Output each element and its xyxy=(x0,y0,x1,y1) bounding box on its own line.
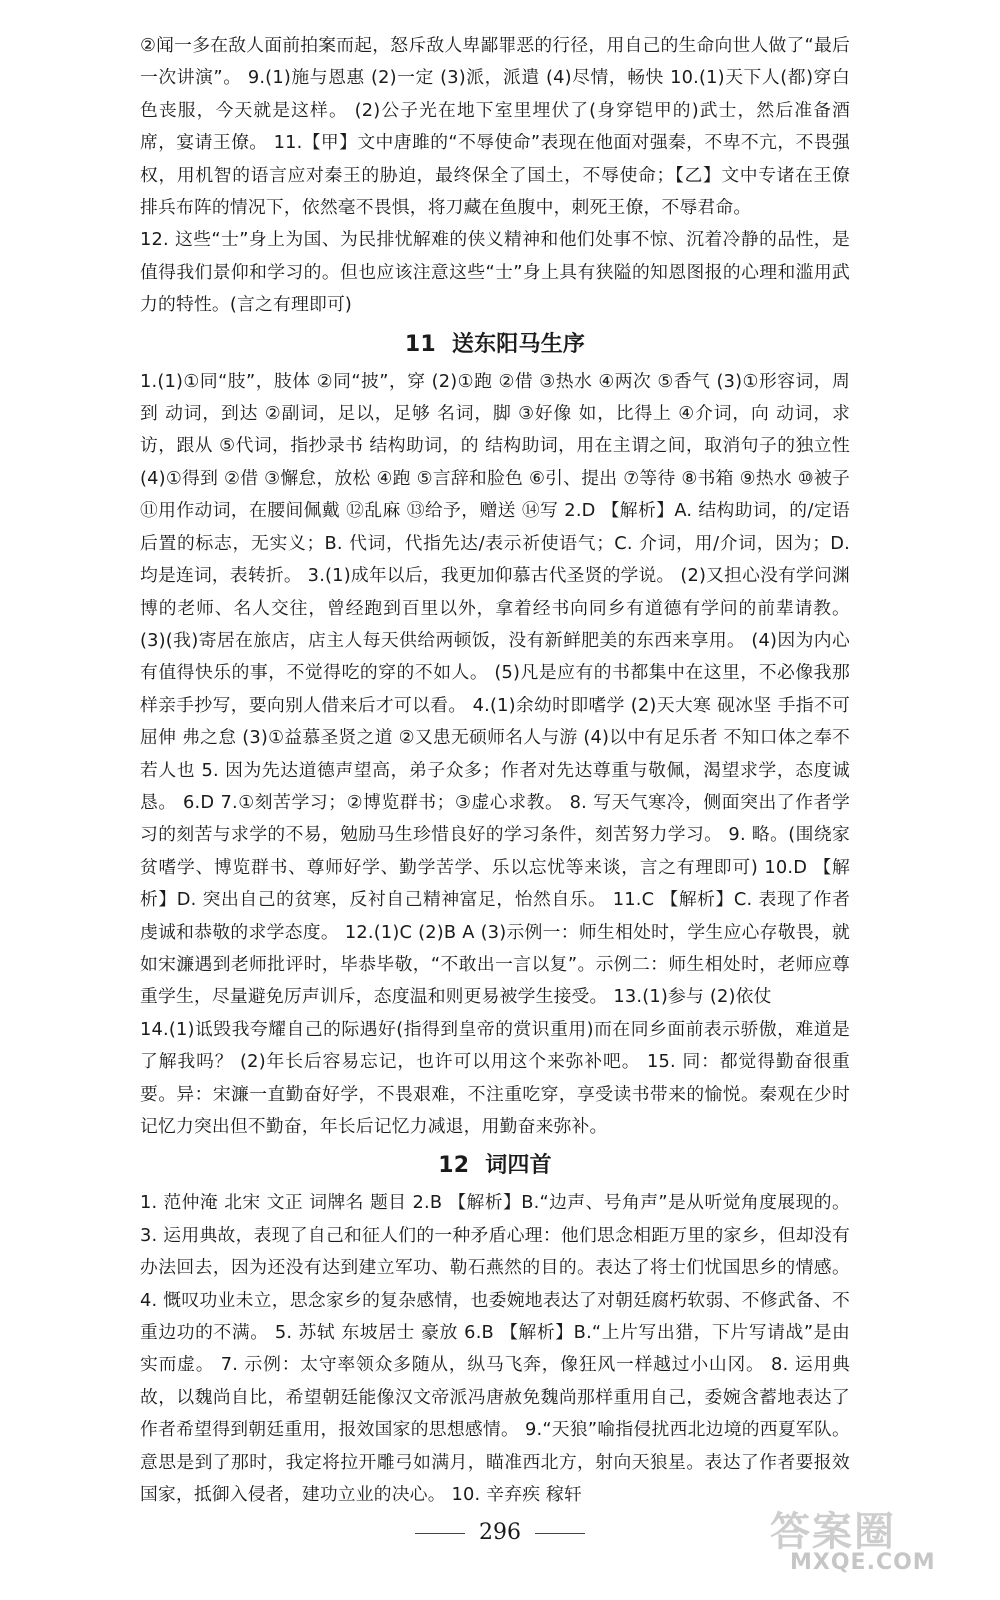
answer-paragraph: 1.(1)①同“肢”，肢体 ②同“披”，穿 (2)①跑 ②借 ③热水 ④两次 ⑤香气 (3)①形容词，周到 动词，到达 ②副词，足以，足够 名词，脚 ③好像 如，比得上 ④介词，向 动词，求访，跟从 ⑤代词，指抄录书 结构助词，的 结构助词，用在主谓之间，取消句子的独立性 (4)①得到 ②借 ③懈怠，放松 ④跑 ⑤言辞和脸色 ⑥引、提出 ⑦等待 ⑧书箱 ⑨热水 ⑩被子 ⑪用作动词，在腰间佩戴 ⑫乱麻 ⑬给予，赠送 ⑭写 2.D 【解析】A. 结构助词，的/定语后置的标志，无实义；B. 代词，代指先达/表示祈使语气；C. 介词，用/介词，因为；D. 均是连词，表转折。 3.(1)成年以后，我更加仰慕古代圣贤的学说。 (2)又担心没有学问渊博的老师、名人交往，曾经跑到百里以外，拿着经书向同乡有道德有学问的前辈请教。 (3)(我)寄居在旅店，店主人每天供给两顿饭，没有新鲜肥美的东西来享用。 (4)因为内心有值得快乐的事，不觉得吃的穿的不如人。 (5)凡是应有的书都集中在这里，不必像我那样亲手抄写，要向别人借来后才可以看。 4.(1)余幼时即嗜学 (2)天大寒 砚冰坚 手指不可屈伸 弗之怠 (3)①益慕圣贤之道 ②又患无硕师名人与游 (4)以中有足乐者 不知口体之奉不若人也 5. 因为先达道德声望高，弟子众多；作者对先达尊重与敬佩，渴望求学，态度诚恳。 6.D 7.①刻苦学习；②博览群书；③虚心求教。 8. 写天气寒冷，侧面突出了作者学习的刻苦与求学的不易，勉励马生珍惜良好的学习条件，刻苦努力学习。 9. 略。(围绕家贫嗜学、博览群书、尊师好学、勤学苦学、乐以忘忧等来谈，言之有理即可) 10.D 【解析】D. 突出自己的贫寒，反衬自己精神富足，怡然自乐。 11.C 【解析】C. 表现了作者虔诚和恭敬的求学态度。 12.(1)C (2)B A (3)示例一：师生相处时，学生应心存敬畏，就如宋濂遇到老师批评时，毕恭毕敬，“不敢出一言以复”。示例二：师生相处时，老师应尊重学生，尽量避免厉声训斥，态度温和则更易被学生接受。 13.(1)参与 (2)依仗 xyxy=(140,370,850,1008)
footer-rule-right xyxy=(535,1533,585,1534)
page-number: 296 xyxy=(479,1520,521,1545)
answer-paragraph: ②闻一多在敌人面前拍案而起，怒斥敌人卑鄙罪恶的行径，用自己的生命向世人做了“最后一次讲演”。 9.(1)施与恩惠 (2)一定 (3)派，派遣 (4)尽情，畅快 10.(1)天下人(都)穿白色丧服，今天就是这样。 (2)公子光在地下室里埋伏了(身穿铠甲的)武士，然后准备酒席，宴请王僚。 11.【甲】文中唐雎的“不辱使命”表现在他面对强秦，不卑不亢，不畏强权，用机智的语言应对秦王的胁迫，最终保全了国土，不辱使命；【乙】文中专诸在王僚排兵布阵的情况下，依然毫不畏惧，将刀藏在鱼腹中，刺死王僚，不辱君命。 xyxy=(140,35,850,219)
watermark-cn: 答案圈 xyxy=(770,1509,896,1555)
answer-paragraph: 14.(1)诋毁我夸耀自己的际遇好(指得到皇帝的赏识重用)而在同乡面前表示骄傲，难道是了解我吗？ (2)年长后容易忘记，也许可以用这个来弥补吧。 15. 同：都觉得勤奋很重要。异：宋濂一直勤奋好学，不畏艰难，不注重吃穿，享受读书带来的愉悦。秦观在少时记忆力突出但不勤奋，年长后记忆力减退，用勤奋来弥补。 xyxy=(140,1018,850,1137)
section-heading xyxy=(140,328,850,362)
footer-rule-left xyxy=(415,1533,465,1534)
answer-paragraph: 12. 这些“士”身上为国、为民排忧解难的侠义精神和他们处事不惊、沉着冷静的品性，是值得我们景仰和学习的。但也应该注意这些“士”身上具有狭隘的知恩图报的心理和滥用武力的特性。(言之有理即可) xyxy=(140,229,850,316)
answer-page xyxy=(140,30,850,1511)
watermark-logo xyxy=(770,1500,980,1580)
watermark-en: MXQE.COM xyxy=(790,1550,936,1575)
section-heading xyxy=(140,1149,850,1183)
answer-paragraph: 1. 范仲淹 北宋 文正 词牌名 题目 2.B 【解析】B.“边声、号角声”是从听觉角度展现的。 3. 运用典故，表现了自己和征人们的一种矛盾心理：他们思念相距万里的家乡，但却没有办法回去，因为还没有达到建立军功、勒石燕然的目的。表达了将士们忧国思乡的情感。 4. 慨叹功业未立，思念家乡的复杂感情，也委婉地表达了对朝廷腐朽软弱、不修武备、不重边功的不满。 5. 苏轼 东坡居士 豪放 6.B 【解析】B.“上片写出猎，下片写请战”是由实而虚。 7. 示例：太守率领众多随从，纵马飞奔，像狂风一样越过小山冈。 8. 运用典故，以魏尚自比，希望朝廷能像汉文帝派冯唐赦免魏尚那样重用自己，委婉含蓄地表达了作者希望得到朝廷重用，报效国家的思想感情。 9.“天狼”喻指侵扰西北边境的西夏军队。意思是到了那时，我定将拉开雕弓如满月，瞄准西北方，射向天狼星。表达了作者要报效国家，抵御入侵者，建功立业的决心。 10. 辛弃疾 稼轩 xyxy=(140,1192,850,1506)
section-title-text: 词四首 xyxy=(485,1153,552,1179)
section-number: 12 xyxy=(438,1153,470,1179)
section-title-text: 送东阳马生序 xyxy=(451,331,586,357)
section-number: 11 xyxy=(404,331,436,357)
